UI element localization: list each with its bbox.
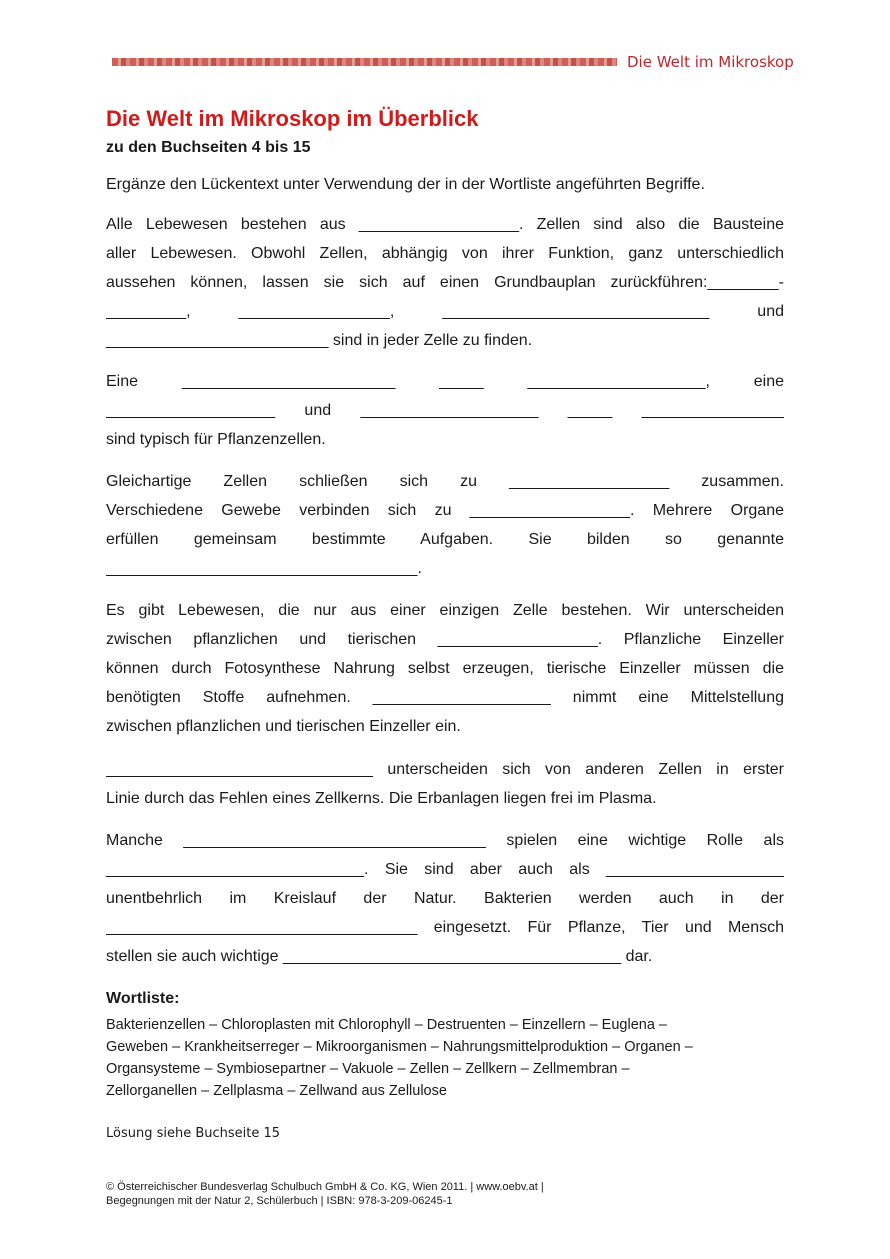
text-line: stellen sie auch wichtige ______________________________________ dar. [106,948,653,965]
text-line: _________________________ sind in jeder Zelle zu finden. [106,332,533,349]
solution-note: Lösung siehe Buchseite 15 [106,1126,281,1141]
text-line: _____________________________. Sie sind aber auch als ____________________ [106,861,784,878]
header-decor-bar [112,58,617,66]
text-line: Alle Lebewesen bestehen aus __________________. Zellen sind also die Bausteine [106,216,784,233]
page-title: Die Welt im Mikroskop im Überblick [106,106,479,131]
wordlist-line: Zellorganellen – Zellplasma – Zellwand aus Zellulose [106,1083,447,1099]
text-line: Eine ________________________ _____ ____________________, eine [106,373,784,390]
instruction-text: Ergänze den Lückentext unter Verwendung der in der Wortliste angeführten Begriffe. [106,176,705,193]
text-line: aussehen können, lassen sie sich auf einen Grundbauplan zurückführen:________- [106,274,784,291]
header-brand: Die Welt im Mikroskop [627,53,794,71]
text-line: ___________________ und ____________________ _____ ________________ [106,402,784,419]
footer-line: Begegnungen mit der Natur 2, Schülerbuch | ISBN: 978-3-209-06245-1 [106,1195,453,1207]
text-line: aller Lebewesen. Obwohl Zellen, abhängig von ihrer Funktion, ganz unterschiedlich [106,245,784,262]
text-line: Verschiedene Gewebe verbinden sich zu __________________. Mehrere Organe [106,502,784,519]
cloze-paragraph-6 [106,826,784,971]
footer [106,1180,544,1208]
text-line: zwischen pflanzlichen und tierischen Einzeller ein. [106,718,461,735]
text-line: Linie durch das Fehlen eines Zellkerns. Die Erbanlagen liegen frei im Plasma. [106,790,657,807]
footer-line: © Österreichischer Bundesverlag Schulbuch GmbH & Co. KG, Wien 2011. | www.oebv.at | [106,1181,544,1193]
text-line: _________, _________________, ______________________________ und [106,303,784,320]
text-line: ___________________________________. [106,560,422,577]
text-line: sind typisch für Pflanzenzellen. [106,431,326,448]
cloze-paragraph-1 [106,210,784,355]
text-line: ___________________________________ eingesetzt. Für Pflanze, Tier und Mensch [106,919,784,936]
text-line: können durch Fotosynthese Nahrung selbst erzeugen, tierische Einzeller müssen die [106,660,784,677]
cloze-paragraph-4 [106,596,784,741]
wordlist-line: Geweben – Krankheitserreger – Mikroorganismen – Nahrungsmittelproduktion – Organen – [106,1039,693,1055]
text-line: Gleichartige Zellen schließen sich zu __________________ zusammen. [106,473,784,490]
text-line: Manche __________________________________ spielen eine wichtige Rolle als [106,832,784,849]
cloze-paragraph-5 [106,755,784,813]
text-line: erfüllen gemeinsam bestimmte Aufgaben. Sie bilden so genannte [106,531,784,548]
text-line: ______________________________ unterscheiden sich von anderen Zellen in erster [106,761,784,778]
cloze-paragraph-3 [106,467,784,583]
page-subtitle: zu den Buchseiten 4 bis 15 [106,139,311,156]
text-line: Es gibt Lebewesen, die nur aus einer einzigen Zelle bestehen. Wir unterscheiden [106,602,784,619]
text-line: unentbehrlich im Kreislauf der Natur. Bakterien werden auch in der [106,890,784,907]
wordlist-heading: Wortliste: [106,990,180,1007]
text-line: zwischen pflanzlichen und tierischen __________________. Pflanzliche Einzeller [106,631,784,648]
text-line: benötigten Stoffe aufnehmen. ____________________ nimmt eine Mittelstellung [106,689,784,706]
wordlist-line: Organsysteme – Symbiosepartner – Vakuole – Zellen – Zellkern – Zellmembran – [106,1061,630,1077]
wordlist-body [106,1014,786,1102]
wordlist-line: Bakterienzellen – Chloroplasten mit Chlorophyll – Destruenten – Einzellern – Euglena – [106,1017,667,1033]
cloze-paragraph-2 [106,367,784,454]
